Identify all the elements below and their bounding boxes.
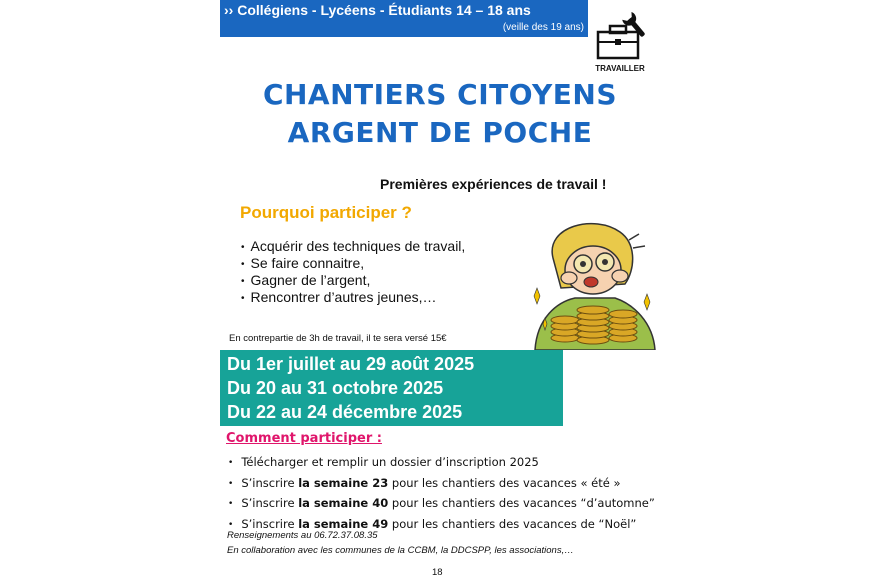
work-badge-label: TRAVAILLER (595, 64, 645, 73)
how-item-week: la semaine 40 (298, 496, 389, 510)
audience-banner-subtitle: (veille des 19 ans) (502, 22, 584, 33)
how-item-text: S’inscrire (241, 496, 299, 510)
how-item-text: pour les chantiers des vacances de “Noël” (388, 516, 637, 531)
counterpart-note: En contrepartie de 3h de travail, il te sera versé 15€ (229, 333, 447, 344)
why-list-item (241, 239, 465, 256)
bullet-icon: • (241, 259, 245, 270)
how-item-text: pour les chantiers des vacances “d’automne” (388, 496, 655, 510)
audience-banner-title: ›› Collégiens - Lycéens - Étudiants 14 – 18 ans (224, 2, 531, 18)
why-list (241, 239, 465, 307)
bullet-icon: • (228, 458, 234, 468)
dates-box (220, 350, 563, 426)
bullet-icon: • (228, 478, 234, 489)
collaboration-note: En collaboration avec les communes de la CCBM, la DDCSPP, les associations,… (227, 545, 574, 556)
how-item-text: pour les chantiers des vacances « été » (388, 475, 621, 490)
why-item-text: Se faire connaitre, (250, 255, 365, 271)
date-range-autumn: Du 20 au 31 octobre 2025 (227, 378, 444, 398)
how-item-text: S’inscrire (241, 516, 299, 531)
contact-info: Renseignements au 06.72.37.08.35 (227, 530, 378, 541)
page-number: 18 (432, 567, 443, 578)
toolbox-wrench-icon (594, 10, 646, 62)
how-item-text: Télécharger et remplir un dossier d’inscription 2025 (241, 455, 539, 469)
why-list-item (241, 290, 465, 307)
why-item-text: Gagner de l’argent, (250, 272, 371, 288)
why-item-text: Rencontrer d’autres jeunes,… (250, 289, 437, 305)
page-subtitle: Premières expériences de travail ! (380, 176, 607, 192)
how-list (228, 453, 655, 535)
page-title-line2: ARGENT DE POCHE (287, 116, 593, 149)
how-list-item (228, 474, 655, 495)
how-item-week: la semaine 23 (298, 475, 389, 490)
bullet-icon: • (228, 519, 234, 530)
how-item-text: S’inscrire (241, 475, 299, 490)
how-list-item (228, 494, 655, 515)
audience-banner (220, 0, 588, 37)
bullet-icon: • (228, 499, 234, 509)
cartoon-coins-illustration (525, 218, 660, 350)
why-list-item (241, 273, 465, 290)
why-item-text: Acquérir des techniques de travail, (250, 238, 466, 254)
why-list-item (241, 256, 465, 273)
how-heading: Comment participer : (226, 431, 382, 446)
bullet-icon: • (241, 276, 245, 287)
date-range-summer: Du 1er juillet au 29 août 2025 (227, 354, 475, 374)
page-title-line1: CHANTIERS CITOYENS (262, 78, 618, 111)
how-list-item (228, 453, 655, 474)
bullet-icon: • (241, 293, 245, 304)
date-range-winter: Du 22 au 24 décembre 2025 (227, 402, 463, 422)
how-item-week: la semaine 49 (298, 516, 389, 531)
bullet-icon: • (241, 242, 245, 253)
why-heading: Pourquoi participer ? (240, 203, 412, 222)
